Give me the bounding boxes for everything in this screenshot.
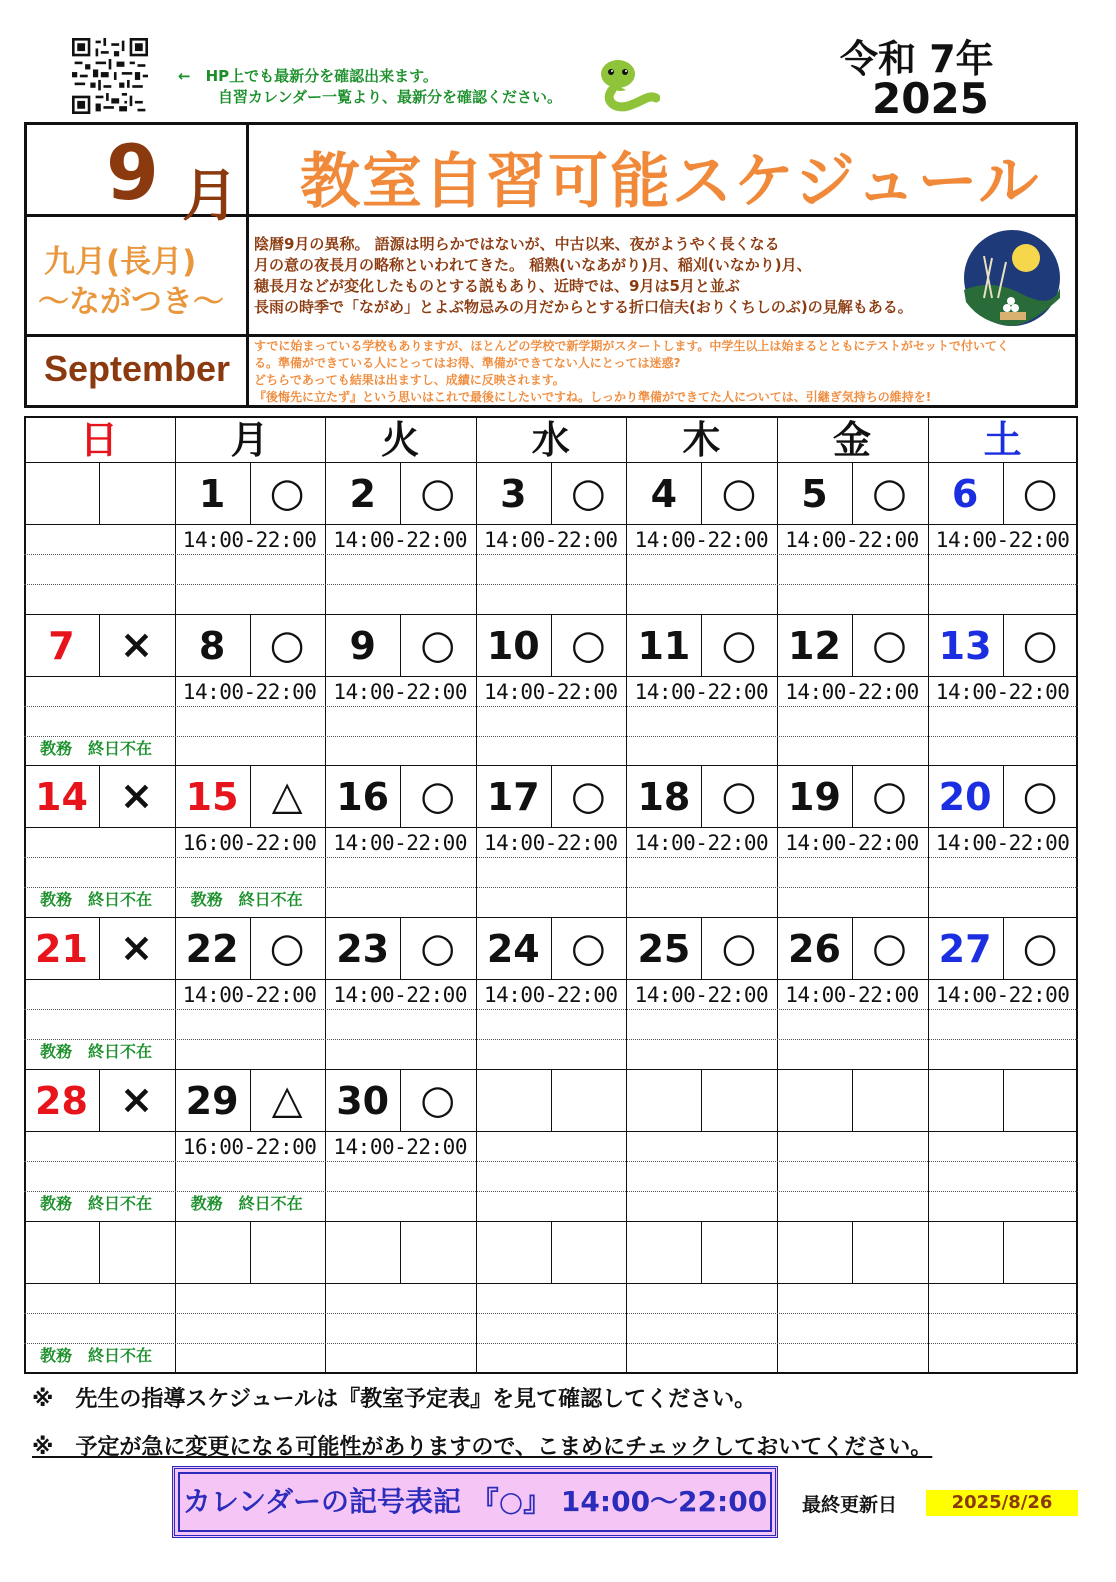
staff-absence-note: 教務 終日不在 (40, 1345, 153, 1365)
weekday-header: 金 (832, 418, 871, 462)
open-hours: 14:00-22:00 (333, 528, 467, 552)
day-number: 8 (198, 623, 226, 668)
month-description (254, 234, 913, 318)
availability-mark: × (119, 925, 154, 972)
grid-line-dotted (24, 1343, 1078, 1344)
day-number: 27 (938, 927, 992, 972)
availability-mark (1003, 1221, 1078, 1283)
weekday-header: 木 (682, 418, 721, 462)
hp-notice-line2: 自習カレンダー一覧より、最新分を確認ください。 (218, 88, 563, 106)
grid-line-dotted (24, 554, 1078, 555)
day-number: 5 (801, 472, 828, 516)
availability-mark: ○ (570, 470, 606, 516)
description-line: 月の意の夜長月の略称といわれてきた。 稲熟(いなあがり)月、稲刈(いなかり)月、 (254, 256, 812, 274)
monthly-message (254, 338, 1069, 406)
availability-mark: ○ (420, 470, 456, 516)
day-number (626, 1069, 701, 1131)
availability-mark: ○ (721, 773, 757, 820)
grid-line-dotted (24, 1161, 1078, 1162)
open-hours: 14:00-22:00 (484, 983, 618, 1008)
day-number: 9 (349, 623, 376, 668)
availability-mark: ○ (872, 621, 907, 668)
description-line: 長雨の時季で「ながめ」とよぶ物忌みの月だからとする折口信夫(おりくちしのぶ)の見解もある。 (254, 298, 913, 316)
day-number: 25 (637, 927, 691, 972)
availability-mark: ○ (1022, 621, 1058, 668)
day-number: 22 (185, 927, 239, 972)
availability-mark: ○ (269, 621, 305, 668)
day-number: 6 (951, 472, 979, 516)
day-number: 21 (35, 927, 88, 972)
day-number (476, 1221, 551, 1283)
day-number: 10 (486, 623, 540, 668)
availability-mark: ○ (1022, 925, 1058, 972)
english-month: September (44, 348, 231, 389)
moon-viewing-icon (962, 228, 1062, 328)
availability-mark: ○ (872, 773, 907, 820)
grid-line-dotted (24, 1009, 1078, 1010)
availability-mark: ○ (721, 621, 757, 668)
day-number (928, 1069, 1003, 1131)
snake-icon (598, 56, 660, 112)
availability-mark: ○ (420, 1076, 456, 1123)
weekday-header: 水 (531, 418, 570, 462)
day-number: 29 (185, 1078, 239, 1123)
grid-line-dotted (24, 1039, 1078, 1040)
grid-line (24, 979, 1078, 980)
day-number: 11 (637, 623, 691, 668)
availability-mark: △ (271, 773, 303, 820)
footer-note: ※ 先生の指導スケジュールは『教室予定表』を見て確認してください。 (32, 1387, 757, 1412)
day-number: 23 (336, 927, 390, 972)
day-number (476, 1069, 551, 1131)
staff-absence-note: 教務 終日不在 (40, 738, 153, 758)
availability-mark: × (119, 621, 154, 668)
day-number: 17 (486, 775, 540, 820)
footer-warning: ※ 予定が急に変更になる可能性がありますので、こまめにチェックしておいてください。 (32, 1435, 933, 1460)
open-hours: 14:00-22:00 (935, 831, 1070, 856)
open-hours: 14:00-22:00 (935, 528, 1070, 552)
grid-line-dotted (24, 706, 1078, 707)
availability-mark: ○ (420, 925, 456, 972)
jp-month-name: 九月(長月) (44, 244, 197, 280)
availability-mark: ○ (269, 470, 305, 516)
day-number (24, 462, 99, 524)
availability-mark: ○ (570, 773, 606, 820)
day-number: 28 (35, 1078, 88, 1123)
open-hours: 14:00-22:00 (935, 679, 1070, 704)
day-number: 12 (788, 623, 841, 668)
availability-mark: ○ (420, 621, 456, 668)
day-number: 4 (650, 472, 678, 516)
day-number: 13 (938, 623, 992, 668)
availability-mark (99, 1221, 174, 1283)
day-number (325, 1221, 400, 1283)
open-hours: 14:00-22:00 (785, 679, 919, 704)
month-kanji: 月 (182, 164, 238, 229)
weekday-header: 土 (983, 418, 1022, 462)
description-line: 陰暦9月の異称。 語源は明らかではないが、中古以来、夜がようやく長くなる (254, 235, 780, 253)
day-number: 2 (349, 472, 376, 516)
staff-absence-note: 教務 終日不在 (190, 1193, 303, 1213)
open-hours: 14:00-22:00 (182, 528, 317, 552)
grid-line (24, 1283, 1078, 1284)
western-year: 2025 (872, 74, 989, 123)
day-number (777, 1221, 852, 1283)
availability-mark: ○ (721, 470, 757, 516)
open-hours: 14:00-22:00 (785, 831, 919, 856)
open-hours: 16:00-22:00 (182, 831, 317, 856)
availability-mark: ○ (570, 925, 606, 972)
day-number (626, 1221, 701, 1283)
grid-line-dotted (24, 736, 1078, 737)
era-year: 令和 7年 (840, 37, 994, 81)
availability-mark (551, 1221, 626, 1283)
availability-mark: ○ (872, 470, 907, 516)
grid-line (24, 524, 1078, 525)
message-line: すでに始まっている学校もありますが、ほとんどの学校で新学期がスタートします。中学生以上は始まるとともにテストがセットで付いてく (254, 339, 1009, 353)
availability-mark: ○ (420, 773, 456, 820)
availability-mark (551, 1069, 626, 1131)
availability-mark (852, 1069, 927, 1131)
jp-month-reading: ～ながつき～ (38, 284, 224, 320)
day-number: 15 (185, 775, 239, 820)
availability-mark (250, 1221, 325, 1283)
open-hours: 14:00-22:00 (634, 528, 769, 552)
open-hours: 14:00-22:00 (182, 983, 317, 1008)
availability-mark (99, 462, 174, 524)
day-number (24, 1221, 99, 1283)
staff-absence-note: 教務 終日不在 (40, 1042, 153, 1062)
staff-absence-note: 教務 終日不在 (190, 890, 303, 910)
description-line: 穂長月などが変化したものとする説もあり、近時では、9月は5月と並ぶ (254, 277, 740, 295)
availability-mark: ○ (1022, 773, 1058, 820)
open-hours: 14:00-22:00 (484, 679, 618, 704)
open-hours: 14:00-22:00 (634, 983, 769, 1008)
open-hours: 16:00-22:00 (182, 1134, 317, 1159)
day-number: 16 (336, 775, 390, 820)
availability-mark: △ (271, 1076, 303, 1123)
grid-line-dotted (24, 584, 1078, 585)
day-number: 7 (48, 623, 75, 668)
day-number: 24 (486, 927, 540, 972)
availability-mark: ○ (1022, 470, 1058, 516)
staff-absence-note: 教務 終日不在 (40, 1193, 153, 1213)
open-hours: 14:00-22:00 (333, 1134, 467, 1159)
open-hours: 14:00-22:00 (333, 831, 467, 856)
message-line: どちらであっても結果は出ますし、成績に反映されます。 (254, 373, 565, 387)
open-hours: 14:00-22:00 (634, 831, 769, 856)
availability-mark: × (119, 1076, 154, 1123)
day-number: 3 (500, 472, 527, 516)
open-hours: 14:00-22:00 (634, 679, 769, 704)
weekday-header: 月 (230, 418, 269, 462)
day-number (175, 1221, 250, 1283)
day-number: 18 (637, 775, 691, 820)
weekday-header: 火 (381, 418, 420, 462)
availability-mark (701, 1069, 776, 1131)
day-number: 20 (938, 775, 992, 820)
open-hours: 14:00-22:00 (182, 679, 317, 704)
open-hours: 14:00-22:00 (333, 679, 467, 704)
open-hours: 14:00-22:00 (484, 528, 618, 552)
last-updated-label: 最終更新日 (802, 1494, 898, 1516)
page-title: 教室自習可能スケジュール (300, 147, 1041, 217)
open-hours: 14:00-22:00 (785, 983, 919, 1008)
day-number: 14 (35, 775, 88, 820)
availability-mark: ○ (570, 621, 606, 668)
weekday-header: 日 (79, 418, 118, 462)
month-number: 9 (106, 128, 159, 217)
availability-mark (701, 1221, 776, 1283)
qr-code-icon[interactable] (72, 38, 148, 114)
day-number: 26 (788, 927, 841, 972)
day-number (777, 1069, 852, 1131)
availability-mark (1003, 1069, 1078, 1131)
legend-text: カレンダーの記号表記 『○』 14:00～22:00 (182, 1485, 768, 1518)
availability-mark (400, 1221, 475, 1283)
message-line: 『後悔先に立たず』という思いはこれで最後にしたいですね。しっかり準備ができてた人については、引継ぎ気持ちの維持を! (254, 390, 932, 404)
open-hours: 14:00-22:00 (935, 983, 1070, 1008)
banner-divider (24, 334, 1078, 337)
day-number: 30 (336, 1078, 390, 1123)
open-hours: 14:00-22:00 (333, 983, 467, 1008)
availability-mark: ○ (872, 925, 907, 972)
day-number: 1 (198, 472, 226, 516)
day-number (928, 1221, 1003, 1283)
availability-mark: ○ (721, 925, 757, 972)
hp-notice-line1: ← HP上でも最新分を確認出来ます。 (178, 67, 438, 85)
open-hours: 14:00-22:00 (484, 831, 618, 856)
day-number: 19 (788, 775, 841, 820)
last-updated-date: 2025/8/26 (926, 1490, 1078, 1516)
availability-mark (852, 1221, 927, 1283)
message-line: る。準備ができている人にとってはお得、準備ができてない人にとっては迷惑? (254, 356, 681, 370)
banner-divider (246, 122, 249, 408)
grid-line-dotted (24, 1313, 1078, 1314)
availability-mark: × (119, 773, 154, 820)
availability-mark: ○ (269, 925, 305, 972)
hp-notice (178, 66, 562, 108)
staff-absence-note: 教務 終日不在 (40, 890, 153, 910)
open-hours: 14:00-22:00 (785, 528, 919, 552)
